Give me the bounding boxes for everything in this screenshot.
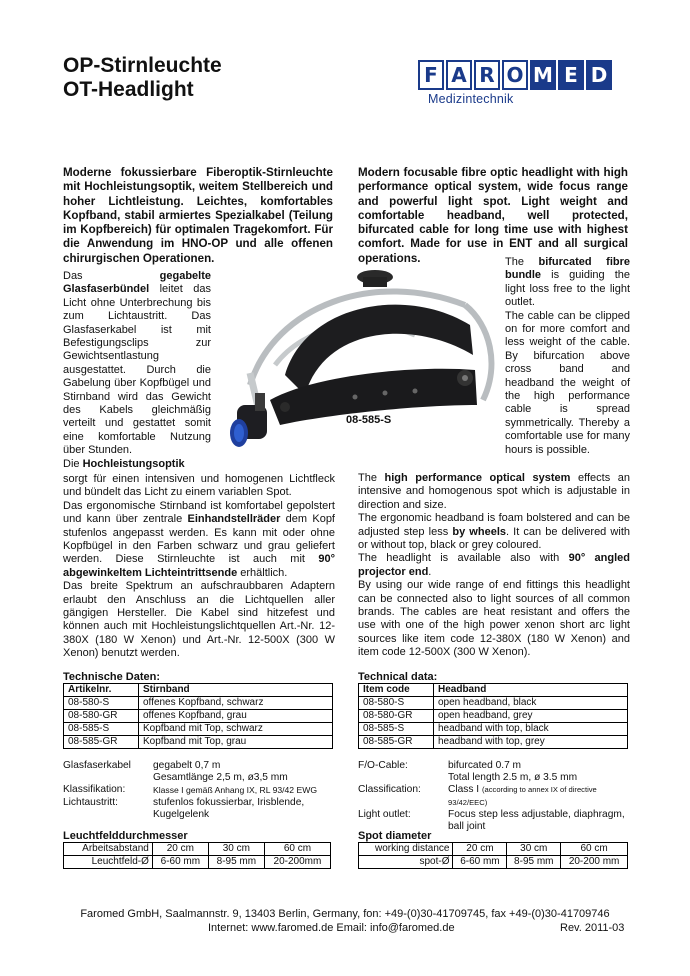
spec-value: Gesamtlänge 2,5 m, ø3,5 mm [153, 772, 288, 784]
paragraph: The ergonomic headband is foam bolstered and can be adjusted step less by wheels. It can be delivered with or without top, black or grey coloured. [358, 512, 630, 552]
paragraph: The bifurcated fibre bundle is guiding the light loss free to the light outlet. [505, 256, 630, 309]
spec-value: Kugelgelenk [153, 808, 210, 820]
cell: 8-95 mm [208, 856, 264, 869]
spec-key: Light outlet: [358, 808, 411, 820]
spec-list-en [358, 760, 633, 833]
spec-row [63, 797, 338, 809]
footer-contact: Internet: www.faromed.de Email: info@faromed.de [208, 922, 455, 934]
table-row [64, 697, 333, 710]
paragraph: By using our wide range of end fittings this headlight can be connected also to light sources of all common brands. The cables are heat resistant and offers the use with one of the high power xenon short arc light sources like item code 12-380X (180 W Xenon) and item code 12-500X (300 W Xenon). [358, 579, 630, 659]
cell: Kopfband mit Top, grau [139, 736, 333, 749]
spec-key: Glasfaserkabel [63, 760, 131, 771]
paragraph: The cable can be clipped on for more comfort and less weight of the cable. By bifurcation above cross band and headband the weight of the high performance cable is spread symmetrically. Thereby a comfortable use for many hours is possible. [505, 309, 630, 456]
spot-table-de [63, 842, 331, 869]
spec-row [63, 809, 338, 821]
table-row [359, 723, 628, 736]
paragraph: Das breite Spektrum an aufschraubbaren Adaptern erlaubt den Anschluss an die Lichtquellen aller gängigen Hersteller. Die Kabel sind hitzefest und können auch mit Hochleistungslichtquellen Art.-Nr. 12-380X (180 W Xenon) und Art.-Nr. 12-500X (300 W Xenon) benutzt werden. [63, 580, 335, 660]
table-row [359, 736, 628, 749]
title-en: OT-Headlight [63, 78, 194, 101]
spec-key: Lichtaustritt: [63, 796, 118, 808]
headlight-illustration [215, 265, 505, 470]
cell: 08-585-S [64, 723, 139, 736]
spec-row [63, 784, 338, 796]
spec-value: Total length 2.5 m, ø 3.5 mm [448, 772, 578, 784]
models-table-en [358, 683, 628, 749]
cell: headband with top, black [434, 723, 628, 736]
spot-table-en [358, 842, 628, 869]
table-row [64, 736, 333, 749]
logo-letters [418, 60, 614, 90]
intro-en: Modern focusable fibre optic headlight with high performance optical system, wide focus range and powerful light spot. Light weight and comfortable headband, well protected, bifurcated cable for long time use with highest comfort. Made for use in ENT and all surgical operations. [358, 166, 628, 265]
cell: open headband, black [434, 697, 628, 710]
table-row [64, 710, 333, 723]
table-row [359, 697, 628, 710]
spot-diameter-de [63, 830, 331, 869]
cell: headband with top, grey [434, 736, 628, 749]
spec-value: Focus step less adjustable, diaphragm, [448, 808, 625, 820]
spec-row [63, 760, 338, 772]
cell: 6-60 mm [453, 856, 507, 869]
paragraph: The headlight is available also with 90° angled projector end. [358, 552, 631, 578]
spot-diameter-en [358, 830, 628, 869]
cell: 08-580-S [64, 697, 139, 710]
photo-caption: 08-585-S [346, 414, 392, 426]
cell: 6-60 mm [152, 856, 208, 869]
section-heading: Technische Daten: [63, 671, 160, 683]
spec-value: Class I (according to annex IX of directive 93/42/EEC) [448, 784, 597, 807]
logo-letter: M [530, 60, 556, 90]
paragraph: Das gegabelte Glasfaserbündel leitet das Licht ohne Unterbrechung bis zum Lichtaustritt. Das Glasfaserkabel ist mit Befestigungsclips zur Gewichtsentlastung ausgestattet. Durch die Gabelung über Kopfbügel und Stirnband wird das Gewicht des Kabels gleichmäßig verteilt und gestattet somit eine komfortable Nutzung über Stunden. [63, 270, 211, 457]
table-row [64, 723, 333, 736]
paragraph: Die Hochleistungsoptik [63, 457, 185, 470]
cell: 8-95 mm [507, 856, 561, 869]
spec-value: ball joint [448, 821, 486, 833]
spec-value: bifurcated 0.7 m [448, 760, 522, 771]
page-title [63, 54, 222, 102]
body-de-upper [63, 270, 211, 471]
spec-row [358, 760, 633, 772]
spec-key: Classification: [358, 784, 421, 796]
faromed-logo [418, 60, 628, 112]
footer-address: Faromed GmbH, Saalmannstr. 9, 13403 Berlin, Germany, fon: +49-(0)30-41709745, fax +49-(0)30-41709746 [80, 908, 610, 920]
column-header: Headband [434, 684, 628, 697]
body-en-lower [358, 472, 630, 660]
spec-row [63, 772, 338, 784]
cell: Kopfband mit Top, schwarz [139, 723, 333, 736]
cell: offenes Kopfband, grau [139, 710, 333, 723]
table-header-row [64, 684, 333, 697]
cell: 20-200 mm [561, 856, 628, 869]
spec-value: stufenlos fokussierbar, Irisblende, [153, 796, 305, 808]
body-de-lower [63, 473, 335, 661]
headlight-photo [215, 265, 505, 470]
cell: 30 cm [208, 843, 264, 856]
cell: open headband, grey [434, 710, 628, 723]
cell: 08-585-GR [64, 736, 139, 749]
cell: 20-200mm [264, 856, 330, 869]
table-row [359, 710, 628, 723]
column-header: Artikelnr. [64, 684, 139, 697]
paragraph: Das ergonomische Stirnband ist komfortabel gepolstert und kann über zentrale Einhandstellräder dem Kopf stufenlos angepasst werden. Es kann mit oder ohne Kopfbügel in den Farben schwarz und grau geliefert werden. Diese Stirnleuchte ist auch mit 90° abgewinkeltem Lichteintrittsende erhältlich. [63, 499, 335, 579]
tech-data-de [63, 671, 333, 749]
spec-list-de [63, 760, 338, 821]
footer-revision: Rev. 2011-03 [560, 922, 625, 934]
column-header: Stirnband [139, 684, 333, 697]
paragraph: The high performance optical system effects an intensive and homogenous spot which is adjustable in direction and size. [358, 472, 631, 511]
logo-subtitle: Medizintechnik [428, 92, 514, 106]
table-row [64, 856, 331, 869]
cell: Arbeitsabstand [64, 843, 153, 856]
cell: offenes Kopfband, schwarz [139, 697, 333, 710]
spec-row [358, 772, 633, 784]
cell: 20 cm [152, 843, 208, 856]
cell: working distance [359, 843, 453, 856]
table-row [64, 843, 331, 856]
cell: 20 cm [453, 843, 507, 856]
column-header: Item code [359, 684, 434, 697]
logo-letter: O [502, 60, 528, 90]
spec-value: Klasse I gemäß Anhang IX, RL 93/42 EWG [153, 785, 318, 796]
spec-key: Klassifikation: [63, 784, 126, 796]
spec-row [358, 784, 633, 808]
title-de: OP-Stirnleuchte [63, 54, 222, 77]
logo-letter: R [474, 60, 500, 90]
cell: 60 cm [561, 843, 628, 856]
logo-letter: A [446, 60, 472, 90]
cell: 08-580-S [359, 697, 434, 710]
spec-row [358, 809, 633, 821]
intro-de: Moderne fokussierbare Fiberoptik-Stirnleuchte mit Hochleistungsoptik, weitem Stellbereich und hoher Lichtleistung. Leichtes, komfortables Kopfband, stabil armiertes Spezialkabel (Teilung im Kopfbereich) für optimalen Tragekomfort. Für die Anwendung im HNO-OP und alle offenen chirurgischen Operationen. [63, 166, 333, 265]
cell: Leuchtfeld-Ø [64, 856, 153, 869]
table-header-row [359, 684, 628, 697]
spec-key: F/O-Cable: [358, 760, 408, 771]
section-heading: Technical data: [358, 671, 438, 683]
spec-value: gegabelt 0,7 m [153, 760, 221, 771]
table-row [359, 843, 628, 856]
cell: 08-585-GR [359, 736, 434, 749]
section-heading: Spot diameter [358, 830, 432, 842]
logo-letter: F [418, 60, 444, 90]
logo-letter: E [558, 60, 584, 90]
cell: 30 cm [507, 843, 561, 856]
cell: spot-Ø [359, 856, 453, 869]
body-en-upper [505, 256, 630, 457]
section-heading: Leuchtfelddurchmesser [63, 830, 188, 842]
cell: 08-580-GR [64, 710, 139, 723]
cell: 08-580-GR [359, 710, 434, 723]
logo-letter: D [586, 60, 612, 90]
tech-data-en [358, 671, 628, 749]
table-row [359, 856, 628, 869]
cell: 08-585-S [359, 723, 434, 736]
cell: 60 cm [264, 843, 330, 856]
models-table-de [63, 683, 333, 749]
paragraph: sorgt für einen intensiven und homogenen Lichtfleck und bündelt das Licht zu einem variablen Spot. [63, 473, 335, 499]
